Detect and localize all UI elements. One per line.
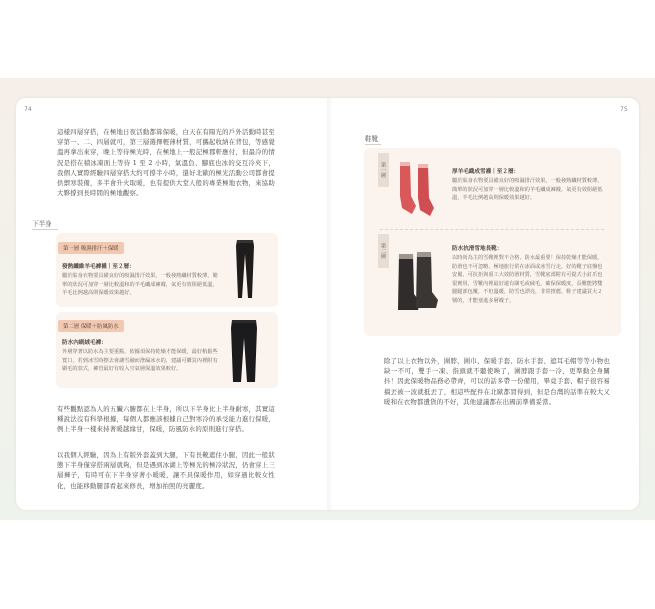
boots-text: 以時尚為主的雪靴裡對不合格，防水最重要！保持乾燥才能保暖，防滑也不可忽略，極地旅行常在冰面或冰雪行走，好的靴子底盤也安備，可抗拒與重工大效防滑材質，雪靴底部附有可提式小釘爪也很實用，雪靴內裡最好還有刷毛或絨毛，確保保暖度，長靴能將雙腿腿部包覆，不但溫暖，防雪也漂亮，非常推薦，鞋子建議買大２號的，才能塞進多層襪子。 (452, 255, 603, 304)
section-rule (32, 229, 58, 230)
layer2-title: 防水內刷絨毛褲： (62, 340, 107, 346)
layer2-text: 外層穿著以防水為主要重點，依據須保持乾燥才能保暖，最好稍鬆些寬口，若到冰雪時擦去會讓雪融而滲漏冰水的，建議可購買內裡附有刷毛的款式，褲管最好有收入空氣層保溫效果較好。 (62, 349, 218, 373)
section-rule-right (365, 144, 381, 145)
socks-layer-tab: 第一層 (378, 153, 389, 187)
right-page-number: 75 (620, 106, 628, 113)
footwear-divider (380, 229, 604, 230)
socks-title: 厚羊毛織成雪襪｜至２層： (452, 169, 520, 175)
left-intro-paragraph: 這樣四層穿搭，在極地日夜活動都算保暖，白天在有陽光的戶外活動時甚至穿第一、二、四層就可，第三層選擇輕薄材質，可攜起收納在背包，等感覺溫再拿出來穿，晚上等待極光時，在極地上一般記極郡軒應付，但最冷的情況是搭在積冰凍面上等待 1 至 2 小時，氣溫負、腳底也冰的交互冷夾下，我個人實際經驗四層穿搭大約可撐半小時，還好北歐的極光活動公司都會提供禦寒裝備，多半會升火取暖，也有提供大堂人般的專業極地衣物，來協助大夥撐到長時間的極地觀察。 (57, 128, 275, 198)
layer1-title: 發熱纖維羊毛褲襪｜至２層： (62, 264, 135, 270)
footwear-section-title: 鞋靴 (365, 135, 379, 143)
layer1-text: 屬於貼身衣物要具備良好的吸濕排汗效果，一般發熱纖材質較薄，簡單的狀況可加穿一層比較溫和的羊毛纖成褲襪，氣更有效阻絕低溫，羊毛比例越高則保暖效果越好。 (62, 273, 218, 297)
pants-image (229, 318, 259, 384)
left-paragraph-3: 以我個人經驗，因為上有版外套蓋到大腿，下有長靴遮住小腿，因此一般狀態下半身僅穿搭兩層就夠，但是遇到冰湖上等極光的極冷狀況，仍會穿上三層褲子，有時可在下半身穿著小暖暖，讓不具保暖作用，如穿過比較女性化，也能移動腿部看起來修長，增加拍照的亮麗度。 (57, 451, 275, 490)
lower-body-section-title: 下半身 (32, 220, 52, 228)
book-gutter (327, 98, 333, 510)
layer2-pill: 第二層 保暖＋防風防水 (58, 320, 124, 332)
left-page-number: 74 (24, 106, 32, 113)
right-paragraph: 除了以上衣物以外，圍脖、圍巾、保暖手套、防水手套、遮耳毛帽等等小物也缺一不可，雙手一凍、指頭就不聽使喚了，圍脖跟手套一冷，更準動全身關抖！因此保暖物品務必帶齊，可以的話多帶一份備用，畢竟手套、帽子很容易搞丟被一波就抵丟了，相這些配件在北歐都買得到，但是台灣的話準在較大又暖和在衣物都遺貨的不好，其他建議都在出國前準備妥當。 (384, 357, 610, 406)
socks-image (396, 160, 436, 218)
boots-title: 防水抗滑雪地長靴： (452, 246, 503, 252)
boots-layer-tab: 第二層 (378, 234, 389, 268)
snow-boots-image (396, 250, 440, 312)
leggings-image (232, 238, 258, 300)
left-paragraph-2: 有些觀點認為人的五臟六腑都在上半身，所以下半身比上半身耐寒，其實這種說法沒有科學根據，每個人都應該根據自己對寒冷的承受能力進行保暖，例上半身一樣來持著暖越緣甘，保暖，防風防水的原則進行穿搭。 (57, 405, 275, 434)
socks-text: 屬於貼身衣物要具備良好的吸濕排汗效果，一般發熱纖材質較薄，簡單的狀況可加穿一層比較溫和的羊毛纖成褲襪，氣更有效阻絕低溫，羊毛比例越高則保暖效果越好。 (452, 178, 603, 202)
layer1-pill: 第一層 吸濕排汗＋保暖 (58, 242, 124, 254)
